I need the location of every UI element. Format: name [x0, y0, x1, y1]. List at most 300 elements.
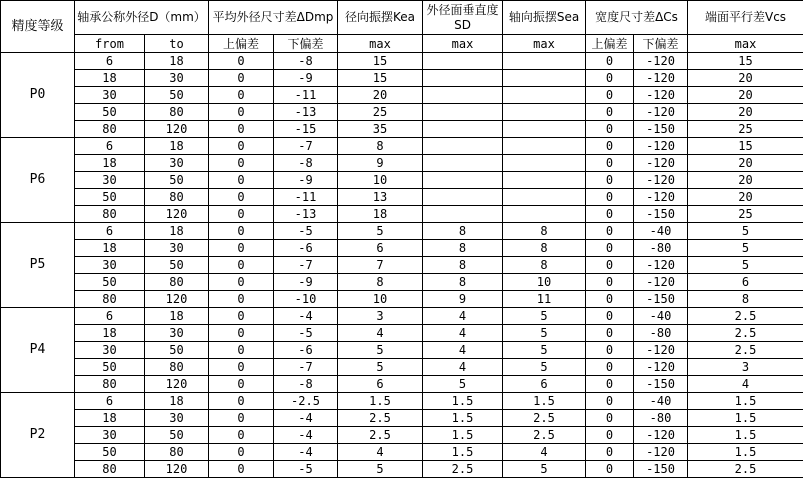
cell-dmp-lower: -7 — [274, 359, 338, 376]
cell-dmp-lower: -2.5 — [274, 393, 338, 410]
cell-dmp-upper: 0 — [209, 70, 274, 87]
cell-cs-lower: -120 — [634, 342, 688, 359]
cell-sea: 11 — [503, 291, 586, 308]
cell-vcs: 6 — [688, 274, 803, 291]
cell-vcs: 5 — [688, 223, 803, 240]
cell-from: 30 — [75, 342, 145, 359]
cell-vcs: 20 — [688, 70, 803, 87]
cell-from: 50 — [75, 274, 145, 291]
cell-dmp-lower: -8 — [274, 155, 338, 172]
header-sd: 外径面垂直度SD — [423, 1, 503, 35]
cell-cs-upper: 0 — [586, 87, 634, 104]
cell-cs-lower: -120 — [634, 87, 688, 104]
cell-vcs: 20 — [688, 104, 803, 121]
cell-dmp-upper: 0 — [209, 206, 274, 223]
cell-kea: 5 — [338, 461, 423, 478]
cell-sd — [423, 70, 503, 87]
cell-sea — [503, 138, 586, 155]
cell-dmp-upper: 0 — [209, 104, 274, 121]
cell-sd: 8 — [423, 240, 503, 257]
cell-kea: 13 — [338, 189, 423, 206]
cell-cs-upper: 0 — [586, 427, 634, 444]
cell-to: 30 — [145, 240, 209, 257]
cell-cs-lower: -40 — [634, 308, 688, 325]
cell-cs-upper: 0 — [586, 53, 634, 70]
cell-sd — [423, 87, 503, 104]
cell-sea — [503, 87, 586, 104]
table-row — [1, 427, 803, 444]
cell-cs-lower: -80 — [634, 325, 688, 342]
cell-vcs: 2.5 — [688, 308, 803, 325]
cell-dmp-lower: -7 — [274, 138, 338, 155]
cell-cs-lower: -120 — [634, 53, 688, 70]
cell-cs-upper: 0 — [586, 121, 634, 138]
cell-cs-lower: -80 — [634, 240, 688, 257]
cell-cs-lower: -120 — [634, 359, 688, 376]
table-row — [1, 206, 803, 223]
cell-dmp-lower: -6 — [274, 342, 338, 359]
cell-to: 120 — [145, 291, 209, 308]
cell-dmp-upper: 0 — [209, 308, 274, 325]
cell-from: 80 — [75, 291, 145, 308]
cell-dmp-lower: -13 — [274, 104, 338, 121]
cell-kea: 25 — [338, 104, 423, 121]
subheader-sd-max: max — [423, 35, 503, 53]
cell-dmp-lower: -8 — [274, 53, 338, 70]
cell-dmp-lower: -5 — [274, 325, 338, 342]
cell-kea: 2.5 — [338, 427, 423, 444]
table-row — [1, 155, 803, 172]
cell-dmp-upper: 0 — [209, 376, 274, 393]
cell-vcs: 2.5 — [688, 342, 803, 359]
cell-dmp-lower: -9 — [274, 172, 338, 189]
cell-to: 120 — [145, 461, 209, 478]
cell-vcs: 15 — [688, 138, 803, 155]
cell-to: 18 — [145, 223, 209, 240]
cell-dmp-upper: 0 — [209, 138, 274, 155]
cell-from: 80 — [75, 461, 145, 478]
cell-sd — [423, 189, 503, 206]
cell-sea — [503, 189, 586, 206]
cell-dmp-lower: -8 — [274, 376, 338, 393]
subheader-row — [1, 35, 803, 53]
cell-vcs: 2.5 — [688, 325, 803, 342]
cell-sea: 5 — [503, 342, 586, 359]
cell-to: 80 — [145, 189, 209, 206]
cell-kea: 5 — [338, 342, 423, 359]
cell-dmp-upper: 0 — [209, 172, 274, 189]
cell-kea: 4 — [338, 325, 423, 342]
cell-cs-lower: -80 — [634, 410, 688, 427]
grade-cell: P6 — [1, 138, 75, 223]
cell-dmp-upper: 0 — [209, 223, 274, 240]
table-row — [1, 104, 803, 121]
cell-cs-lower: -120 — [634, 104, 688, 121]
header-row — [1, 1, 803, 35]
cell-to: 120 — [145, 121, 209, 138]
table-row — [1, 342, 803, 359]
cell-cs-upper: 0 — [586, 376, 634, 393]
cell-sd — [423, 155, 503, 172]
cell-cs-lower: -150 — [634, 121, 688, 138]
cell-to: 50 — [145, 342, 209, 359]
table-row — [1, 308, 803, 325]
cell-dmp-upper: 0 — [209, 274, 274, 291]
subheader-cs-upper: 上偏差 — [586, 35, 634, 53]
cell-cs-lower: -120 — [634, 70, 688, 87]
cell-dmp-lower: -15 — [274, 121, 338, 138]
cell-dmp-upper: 0 — [209, 461, 274, 478]
cell-to: 30 — [145, 155, 209, 172]
cell-kea: 8 — [338, 138, 423, 155]
cell-sd: 8 — [423, 257, 503, 274]
header-vcs: 端面平行差Vcs — [688, 1, 803, 35]
table-row — [1, 138, 803, 155]
cell-dmp-upper: 0 — [209, 291, 274, 308]
cell-kea: 9 — [338, 155, 423, 172]
table-row — [1, 223, 803, 240]
cell-vcs: 15 — [688, 53, 803, 70]
cell-sd: 1.5 — [423, 444, 503, 461]
cell-dmp-lower: -13 — [274, 206, 338, 223]
cell-dmp-upper: 0 — [209, 427, 274, 444]
cell-from: 18 — [75, 155, 145, 172]
cell-kea: 18 — [338, 206, 423, 223]
cell-sea — [503, 53, 586, 70]
cell-kea: 20 — [338, 87, 423, 104]
cell-cs-upper: 0 — [586, 206, 634, 223]
cell-sea — [503, 155, 586, 172]
cell-sd — [423, 104, 503, 121]
cell-dmp-upper: 0 — [209, 410, 274, 427]
cell-to: 30 — [145, 325, 209, 342]
cell-sd — [423, 121, 503, 138]
cell-kea: 10 — [338, 172, 423, 189]
cell-vcs: 1.5 — [688, 444, 803, 461]
subheader-vcs-max: max — [688, 35, 803, 53]
cell-cs-lower: -150 — [634, 376, 688, 393]
cell-cs-upper: 0 — [586, 410, 634, 427]
cell-cs-lower: -120 — [634, 274, 688, 291]
grade-cell: P0 — [1, 53, 75, 138]
cell-cs-upper: 0 — [586, 291, 634, 308]
cell-vcs: 20 — [688, 155, 803, 172]
cell-cs-lower: -120 — [634, 444, 688, 461]
cell-cs-lower: -120 — [634, 172, 688, 189]
cell-kea: 8 — [338, 274, 423, 291]
cell-from: 18 — [75, 70, 145, 87]
cell-cs-lower: -150 — [634, 461, 688, 478]
table-row — [1, 257, 803, 274]
cell-from: 18 — [75, 410, 145, 427]
cell-sea: 8 — [503, 240, 586, 257]
cell-dmp-upper: 0 — [209, 342, 274, 359]
cell-sd: 8 — [423, 223, 503, 240]
cell-dmp-upper: 0 — [209, 393, 274, 410]
cell-sd — [423, 138, 503, 155]
cell-dmp-lower: -9 — [274, 274, 338, 291]
cell-cs-upper: 0 — [586, 274, 634, 291]
cell-dmp-lower: -4 — [274, 308, 338, 325]
cell-vcs: 5 — [688, 240, 803, 257]
cell-dmp-lower: -7 — [274, 257, 338, 274]
cell-vcs: 1.5 — [688, 427, 803, 444]
cell-from: 30 — [75, 87, 145, 104]
cell-cs-upper: 0 — [586, 104, 634, 121]
table-body — [1, 1, 803, 478]
cell-sd: 8 — [423, 274, 503, 291]
cell-to: 80 — [145, 104, 209, 121]
cell-cs-upper: 0 — [586, 257, 634, 274]
cell-dmp-upper: 0 — [209, 257, 274, 274]
cell-sea: 5 — [503, 325, 586, 342]
cell-vcs: 1.5 — [688, 393, 803, 410]
cell-kea: 6 — [338, 376, 423, 393]
cell-from: 6 — [75, 223, 145, 240]
cell-cs-lower: -120 — [634, 427, 688, 444]
table-row — [1, 444, 803, 461]
cell-to: 30 — [145, 410, 209, 427]
cell-vcs: 5 — [688, 257, 803, 274]
cell-to: 18 — [145, 308, 209, 325]
cell-sea — [503, 206, 586, 223]
cell-kea: 4 — [338, 444, 423, 461]
cell-from: 18 — [75, 240, 145, 257]
cell-sea: 6 — [503, 376, 586, 393]
cell-cs-upper: 0 — [586, 342, 634, 359]
cell-cs-upper: 0 — [586, 359, 634, 376]
cell-dmp-lower: -9 — [274, 70, 338, 87]
table-row — [1, 291, 803, 308]
cell-from: 30 — [75, 172, 145, 189]
grade-cell: P2 — [1, 393, 75, 478]
cell-vcs: 25 — [688, 121, 803, 138]
table-row — [1, 325, 803, 342]
cell-dmp-lower: -5 — [274, 223, 338, 240]
table-row — [1, 461, 803, 478]
cell-dmp-lower: -4 — [274, 444, 338, 461]
cell-sea: 8 — [503, 223, 586, 240]
header-sea: 轴向振摆Sea — [503, 1, 586, 35]
cell-sea — [503, 121, 586, 138]
cell-dmp-upper: 0 — [209, 325, 274, 342]
table-row — [1, 240, 803, 257]
cell-sea: 5 — [503, 308, 586, 325]
cell-dmp-lower: -4 — [274, 410, 338, 427]
header-od: 轴承公称外径D（mm） — [75, 1, 209, 35]
table-row — [1, 121, 803, 138]
cell-to: 18 — [145, 138, 209, 155]
cell-dmp-lower: -11 — [274, 87, 338, 104]
subheader-to: to — [145, 35, 209, 53]
cell-cs-upper: 0 — [586, 240, 634, 257]
cell-from: 18 — [75, 325, 145, 342]
cell-vcs: 20 — [688, 189, 803, 206]
grade-cell: P5 — [1, 223, 75, 308]
cell-dmp-upper: 0 — [209, 155, 274, 172]
cell-cs-upper: 0 — [586, 138, 634, 155]
header-dmp: 平均外径尺寸差ΔDmp — [209, 1, 338, 35]
cell-sea: 4 — [503, 444, 586, 461]
table-row — [1, 359, 803, 376]
cell-cs-lower: -120 — [634, 189, 688, 206]
cell-from: 80 — [75, 121, 145, 138]
cell-sd: 4 — [423, 359, 503, 376]
cell-cs-lower: -120 — [634, 257, 688, 274]
cell-dmp-upper: 0 — [209, 240, 274, 257]
table-row — [1, 53, 803, 70]
cell-dmp-upper: 0 — [209, 53, 274, 70]
cell-to: 50 — [145, 172, 209, 189]
cell-cs-lower: -120 — [634, 155, 688, 172]
cell-dmp-upper: 0 — [209, 444, 274, 461]
cell-to: 30 — [145, 70, 209, 87]
cell-sd: 9 — [423, 291, 503, 308]
table-row — [1, 274, 803, 291]
subheader-sea-max: max — [503, 35, 586, 53]
cell-to: 50 — [145, 87, 209, 104]
table-row — [1, 70, 803, 87]
cell-cs-lower: -120 — [634, 138, 688, 155]
cell-from: 6 — [75, 393, 145, 410]
subheader-from: from — [75, 35, 145, 53]
cell-sea — [503, 104, 586, 121]
cell-sea — [503, 172, 586, 189]
cell-to: 80 — [145, 444, 209, 461]
header-kea: 径向振摆Kea — [338, 1, 423, 35]
cell-vcs: 1.5 — [688, 410, 803, 427]
subheader-lower: 下偏差 — [274, 35, 338, 53]
cell-sd: 4 — [423, 342, 503, 359]
table-row — [1, 172, 803, 189]
cell-dmp-lower: -5 — [274, 461, 338, 478]
table-row — [1, 410, 803, 427]
cell-from: 80 — [75, 206, 145, 223]
cell-dmp-upper: 0 — [209, 359, 274, 376]
cell-sd — [423, 53, 503, 70]
cell-sd — [423, 172, 503, 189]
subheader-kea-max: max — [338, 35, 423, 53]
cell-dmp-upper: 0 — [209, 121, 274, 138]
cell-sd: 5 — [423, 376, 503, 393]
cell-from: 30 — [75, 257, 145, 274]
cell-to: 18 — [145, 53, 209, 70]
cell-kea: 35 — [338, 121, 423, 138]
cell-kea: 15 — [338, 53, 423, 70]
cell-kea: 10 — [338, 291, 423, 308]
cell-to: 50 — [145, 257, 209, 274]
subheader-upper: 上偏差 — [209, 35, 274, 53]
cell-dmp-lower: -11 — [274, 189, 338, 206]
cell-cs-lower: -40 — [634, 393, 688, 410]
grade-cell: P4 — [1, 308, 75, 393]
cell-kea: 6 — [338, 240, 423, 257]
cell-dmp-lower: -4 — [274, 427, 338, 444]
cell-dmp-upper: 0 — [209, 87, 274, 104]
cell-from: 50 — [75, 359, 145, 376]
cell-kea: 2.5 — [338, 410, 423, 427]
cell-cs-upper: 0 — [586, 223, 634, 240]
cell-from: 50 — [75, 104, 145, 121]
cell-from: 50 — [75, 189, 145, 206]
header-cs: 宽度尺寸差ΔCs — [586, 1, 688, 35]
cell-dmp-lower: -10 — [274, 291, 338, 308]
cell-kea: 7 — [338, 257, 423, 274]
cell-sd: 2.5 — [423, 461, 503, 478]
cell-cs-upper: 0 — [586, 325, 634, 342]
cell-kea: 3 — [338, 308, 423, 325]
cell-cs-upper: 0 — [586, 308, 634, 325]
cell-sea: 5 — [503, 461, 586, 478]
cell-cs-upper: 0 — [586, 444, 634, 461]
cell-cs-lower: -150 — [634, 206, 688, 223]
cell-to: 120 — [145, 376, 209, 393]
cell-kea: 5 — [338, 223, 423, 240]
cell-vcs: 2.5 — [688, 461, 803, 478]
header-grade: 精度等级 — [1, 1, 75, 53]
cell-from: 50 — [75, 444, 145, 461]
cell-vcs: 20 — [688, 172, 803, 189]
cell-vcs: 8 — [688, 291, 803, 308]
cell-sd: 1.5 — [423, 427, 503, 444]
cell-cs-upper: 0 — [586, 70, 634, 87]
cell-dmp-upper: 0 — [209, 189, 274, 206]
cell-kea: 5 — [338, 359, 423, 376]
cell-vcs: 25 — [688, 206, 803, 223]
cell-cs-upper: 0 — [586, 461, 634, 478]
table-row — [1, 376, 803, 393]
cell-to: 50 — [145, 427, 209, 444]
cell-dmp-lower: -6 — [274, 240, 338, 257]
cell-cs-upper: 0 — [586, 155, 634, 172]
table-row — [1, 189, 803, 206]
cell-vcs: 20 — [688, 87, 803, 104]
cell-sd: 1.5 — [423, 393, 503, 410]
cell-sd — [423, 206, 503, 223]
cell-from: 80 — [75, 376, 145, 393]
cell-sea: 2.5 — [503, 427, 586, 444]
cell-to: 80 — [145, 359, 209, 376]
cell-cs-upper: 0 — [586, 189, 634, 206]
cell-sea: 8 — [503, 257, 586, 274]
table-row — [1, 87, 803, 104]
cell-from: 6 — [75, 308, 145, 325]
cell-cs-upper: 0 — [586, 172, 634, 189]
cell-kea: 15 — [338, 70, 423, 87]
cell-from: 30 — [75, 427, 145, 444]
cell-sea: 10 — [503, 274, 586, 291]
cell-to: 18 — [145, 393, 209, 410]
cell-cs-lower: -40 — [634, 223, 688, 240]
table-row — [1, 393, 803, 410]
cell-cs-lower: -150 — [634, 291, 688, 308]
cell-to: 120 — [145, 206, 209, 223]
cell-from: 6 — [75, 138, 145, 155]
cell-sea — [503, 70, 586, 87]
subheader-cs-lower: 下偏差 — [634, 35, 688, 53]
cell-sea: 1.5 — [503, 393, 586, 410]
cell-vcs: 4 — [688, 376, 803, 393]
cell-to: 80 — [145, 274, 209, 291]
cell-kea: 1.5 — [338, 393, 423, 410]
cell-sea: 2.5 — [503, 410, 586, 427]
cell-sd: 4 — [423, 325, 503, 342]
cell-from: 6 — [75, 53, 145, 70]
cell-sd: 4 — [423, 308, 503, 325]
cell-sea: 5 — [503, 359, 586, 376]
cell-cs-upper: 0 — [586, 393, 634, 410]
cell-vcs: 3 — [688, 359, 803, 376]
